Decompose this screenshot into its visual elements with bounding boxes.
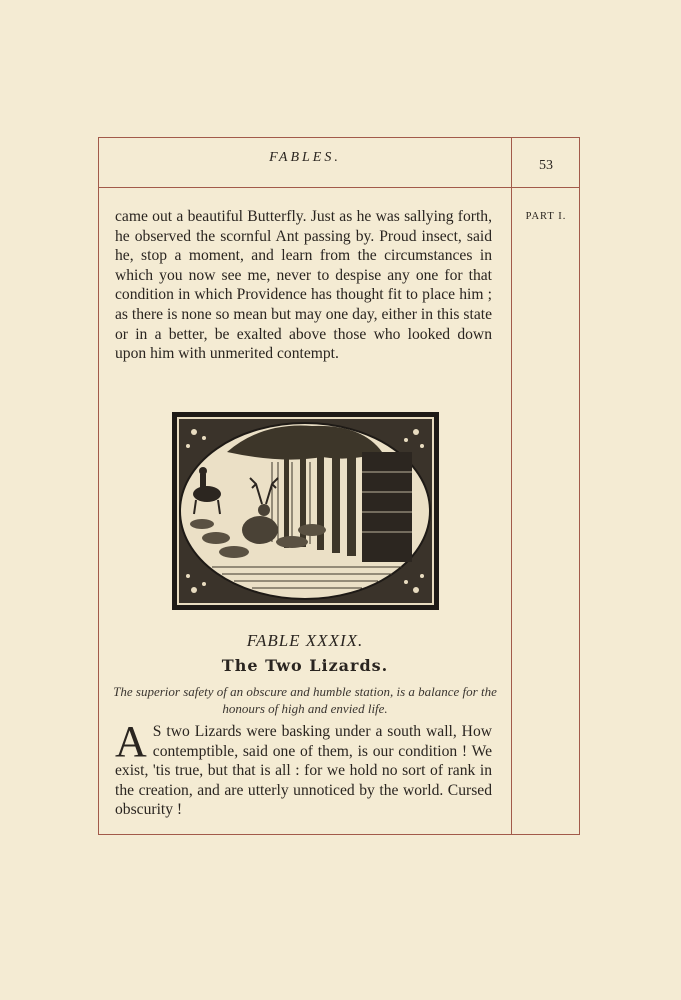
fable-body: S two Lizards were basking under a south wall, How contemptible, said one of them, is our condition ! We exist, 'tis true, but that is all : for we hold no sort of rank in the creation, and are utterly unnoticed by the world. Cursed obscurity ! <box>115 723 492 819</box>
fable-moral: The superior safety of an obscure and humble station, is a balance for the honours of high and envied life. <box>113 684 497 716</box>
margin-rule <box>511 137 512 835</box>
fable-text <box>115 717 492 820</box>
drop-cap: A <box>115 717 147 766</box>
margin-note: PART I. <box>525 211 567 222</box>
engraving-illustration <box>172 412 439 610</box>
engraving-stag-hunt-icon <box>172 412 439 610</box>
fable-number: FABLE XXXIX. <box>246 631 364 650</box>
page-number: 53 <box>539 158 553 173</box>
body-paragraph: came out a beautiful Butterfly. Just as he was sallying forth, he observed the scornful Ant passing by. Proud insect, said he, stop a moment, and learn from the circumstances in which you now see me, never to despise any one for that condition in which Providence has thought fit to place him ; as there is none so mean but may one day, either in this state or in a better, be exalted above those who looked down upon him with unmerited contempt. <box>115 208 492 363</box>
header-rule <box>98 187 580 188</box>
fable-title: The Two Lizards. <box>221 656 389 675</box>
running-head: FABLES. <box>269 150 341 165</box>
